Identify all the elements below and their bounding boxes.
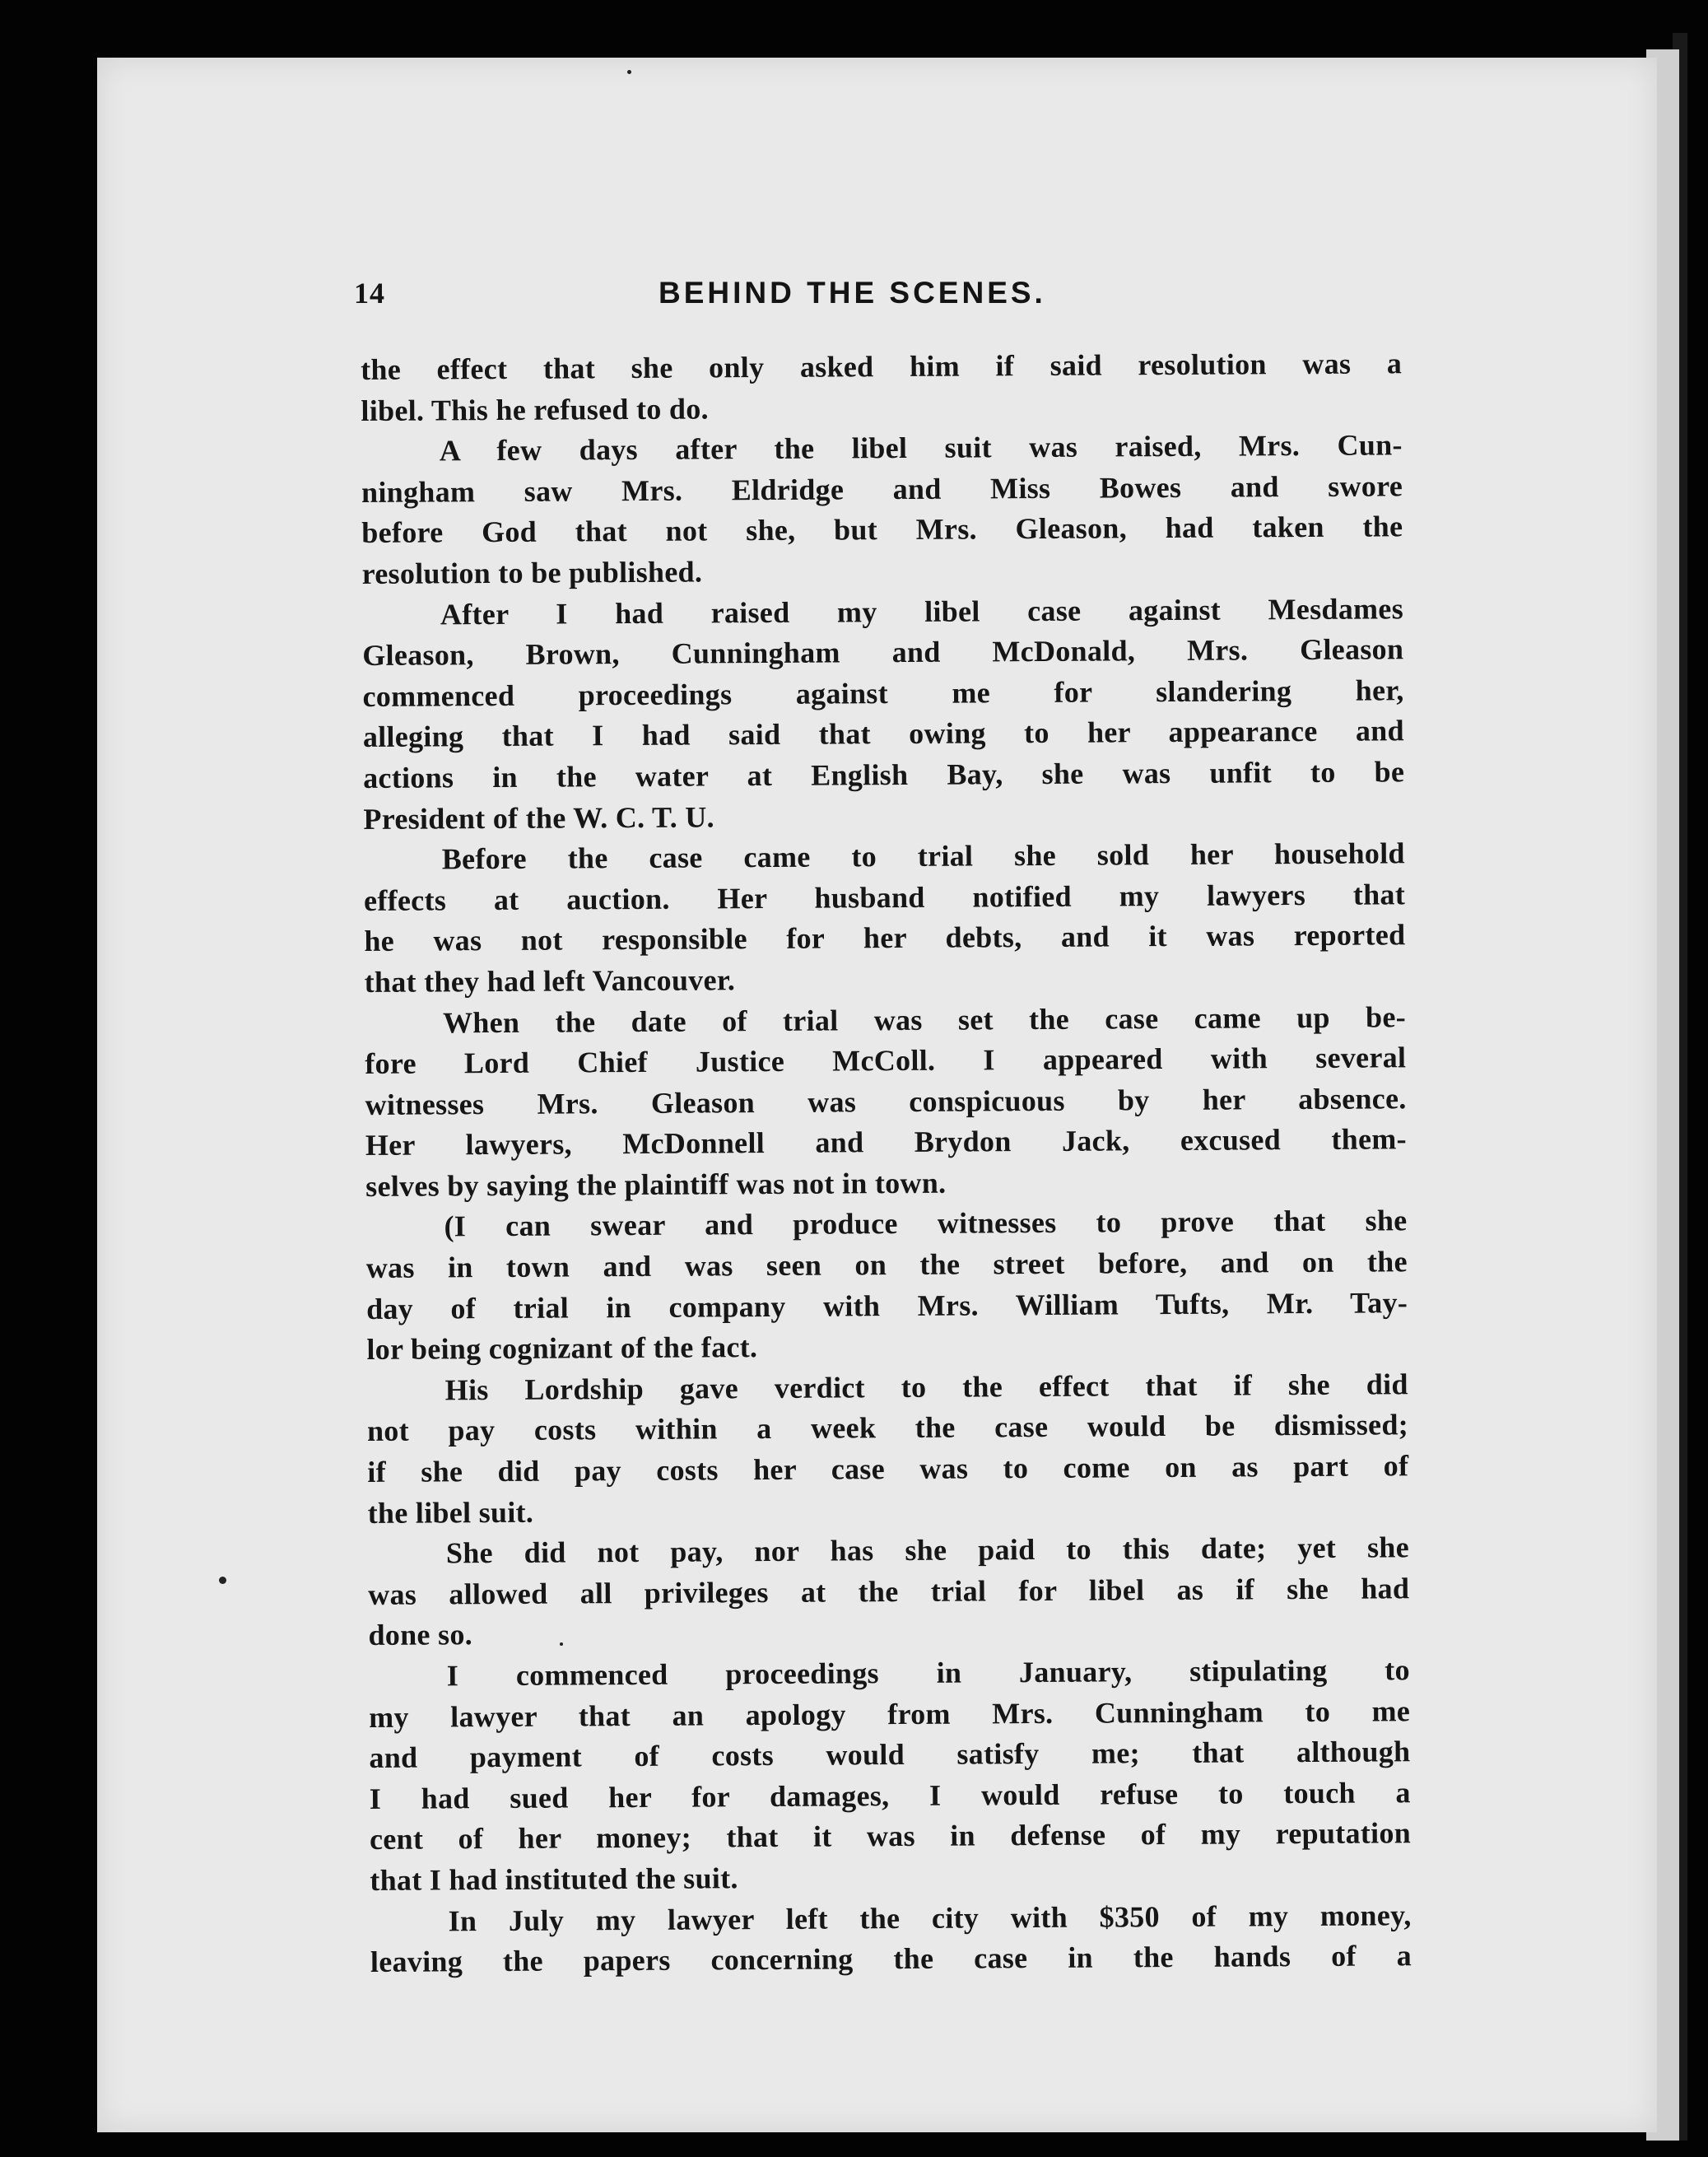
text-line: A few days after the libel suit was raised, Mrs. Cun- <box>439 428 1403 468</box>
page-number: 14 <box>354 277 385 310</box>
text-line: She did not pay, nor has she paid to this date; yet she <box>445 1530 1410 1570</box>
text-line: (I can swear and produce witnesses to prove that she <box>444 1204 1408 1243</box>
text-line: day of trial in company with Mrs. William Tufts, Mr. Tay- <box>365 1285 1408 1325</box>
text-line: After I had raised my libel case against Mesdames <box>440 591 1404 631</box>
running-head <box>354 276 1589 333</box>
text-line: When the date of trial was set the case came up be- <box>442 999 1407 1039</box>
text-line: the effect that she only asked him if said resolution was a <box>361 347 1403 386</box>
text-line: leaving the papers concerning the case in the hands of a <box>370 1939 1412 1979</box>
text-line: was allowed all privileges at the trial for libel as if she had <box>368 1572 1410 1611</box>
body-text <box>361 343 1412 1982</box>
text-line: that they had left Vancouver. <box>364 963 736 999</box>
text-line: actions in the water at English Bay, she was unfit to be <box>363 755 1405 794</box>
text-line: lor being cognizant of the fact. <box>366 1330 758 1367</box>
text-line: not pay costs within a week the case would be dismissed; <box>366 1408 1409 1448</box>
text-line: selves by saying the plaintiff was not in town. <box>365 1166 947 1203</box>
text-line: commenced proceedings against me for slandering her, <box>362 673 1404 713</box>
text-line: if she did pay costs her case was to come on as part of <box>367 1449 1409 1489</box>
text-line: before God that not she, but Mrs. Gleason, had taken the <box>361 510 1403 550</box>
text-line: resolution to be published. <box>361 555 703 590</box>
dust-speck <box>560 1642 563 1646</box>
text-line: and payment of costs would satisfy me; that although <box>369 1735 1411 1775</box>
text-line: libel. This he refused to do. <box>361 392 710 427</box>
text-line: alleging that I had said that owing to her appearance and <box>362 714 1404 754</box>
dust-speck <box>627 70 631 74</box>
dust-speck <box>219 1577 226 1584</box>
text-line: His Lordship gave verdict to the effect that if she did <box>444 1367 1408 1407</box>
text-line: fore Lord Chief Justice McColl. I appeared with several <box>365 1041 1407 1081</box>
text-line: effects at auction. Her husband notified my lawyers that <box>363 877 1406 917</box>
text-line: ningham saw Mrs. Eldridge and Miss Bowes and swore <box>361 469 1403 509</box>
running-title: BEHIND THE SCENES. <box>659 276 1046 310</box>
text-line: cent of her money; that it was in defense of my reputation <box>369 1816 1412 1857</box>
text-line: witnesses Mrs. Gleason was conspicuous by her absence. <box>365 1081 1407 1121</box>
text-line: that I had instituted the suit. <box>370 1861 738 1897</box>
text-line: Gleason, Brown, Cunningham and McDonald, Mrs. Gleason <box>362 632 1404 673</box>
text-line: I commenced proceedings in January, stipulating to <box>446 1653 1410 1693</box>
text-line: President of the W. C. T. U. <box>363 799 715 836</box>
text-line: Before the case came to trial she sold her household <box>441 836 1405 876</box>
text-line: my lawyer that an apology from Mrs. Cunningham to me <box>369 1693 1411 1734</box>
text-line: he was not responsible for her debts, and it was reported <box>364 918 1406 958</box>
text-line: Her lawyers, McDonnell and Brydon Jack, excused them- <box>365 1122 1408 1162</box>
text-line: I had sued her for damages, I would refuse to touch a <box>369 1776 1411 1815</box>
text-line: done so. <box>368 1618 473 1652</box>
text-line: In July my lawyer left the city with $350 of my money, <box>448 1898 1412 1937</box>
text-line: the libel suit. <box>367 1495 534 1530</box>
text-line: was in town and was seen on the street before, and on the <box>365 1245 1408 1285</box>
